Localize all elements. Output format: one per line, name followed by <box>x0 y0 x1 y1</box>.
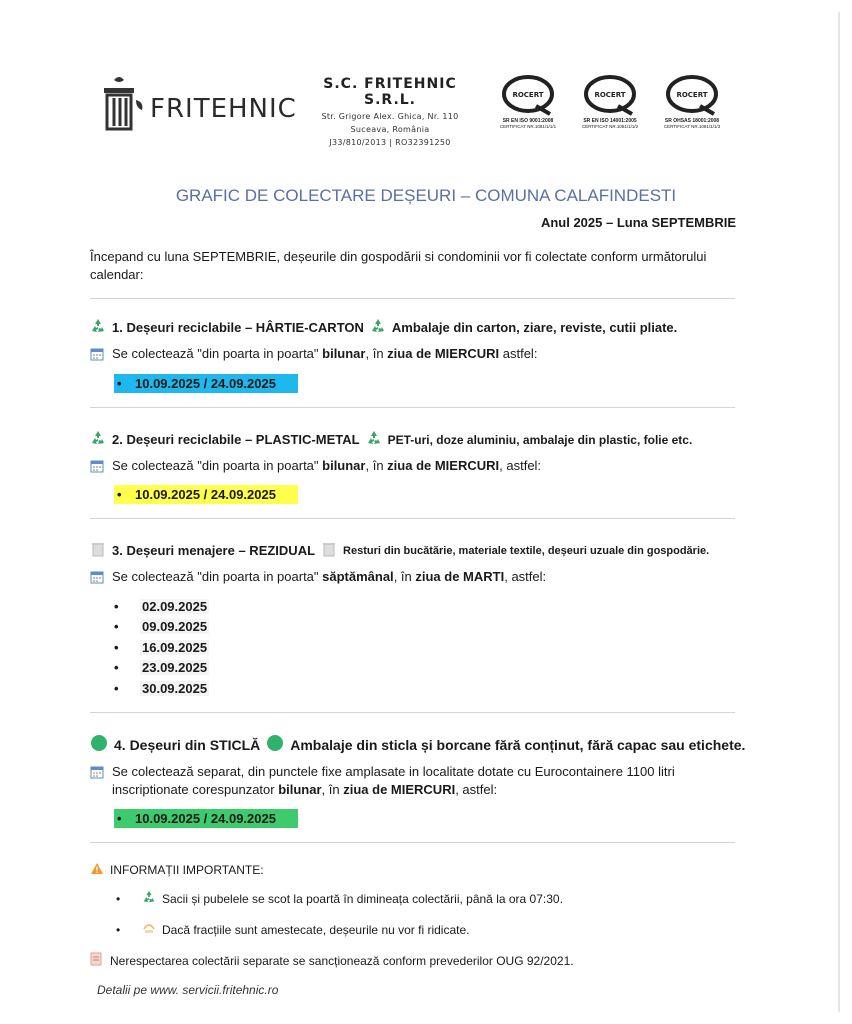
divider <box>90 842 735 843</box>
list-item <box>110 678 209 699</box>
date: 02.09.2025 <box>142 598 208 614</box>
day-prefix: , în <box>365 458 388 473</box>
cert-number: CERTIFICAT NR.1081/1/1/3 <box>663 124 721 129</box>
collection-day: ziua de MIERCURI <box>343 782 456 797</box>
recycle-icon <box>366 430 382 449</box>
suffix: , astfel: <box>455 782 498 797</box>
section-plastic <box>90 430 750 478</box>
trash-bin-icon <box>321 541 337 560</box>
info-text: Dacă fracțiile sunt amestecate, deșeurile nu vor fi ridicate. <box>162 922 470 937</box>
frequency: bilunar <box>322 458 366 473</box>
frequency: bilunar <box>278 782 322 797</box>
frequency: bilunar <box>322 346 366 361</box>
bullet: • <box>114 639 119 655</box>
recycle-icon <box>142 890 156 907</box>
section-glass <box>90 734 750 799</box>
bullet: • <box>116 891 121 906</box>
document-subtitle: Anul 2025 – Luna SEPTEMBRIE <box>540 215 736 230</box>
logo-text: FRITEHNIC <box>150 94 297 124</box>
cert-standard: SR EN ISO 14001:2005 <box>583 118 637 124</box>
collection-dates <box>114 809 298 828</box>
bullet: • <box>114 660 119 676</box>
residual-dates-list <box>110 596 209 699</box>
recycle-icon <box>90 318 106 337</box>
bullet: • <box>116 922 121 937</box>
company-street: Str. Grigore Alex. Ghica, Nr. 110 <box>321 112 459 121</box>
divider <box>90 298 735 299</box>
suffix: astfel: <box>499 346 538 361</box>
date: 09.09.2025 <box>142 619 208 635</box>
page-edge <box>838 12 840 1012</box>
cert-brand: ROCERT <box>676 91 708 99</box>
green-circle-icon <box>90 734 108 755</box>
warning-icon <box>90 862 104 878</box>
dates-text: 10.09.2025 / 24.09.2025 <box>135 376 276 391</box>
company-registration: J33/810/2013 | RO32391250 <box>329 138 451 147</box>
document-title: GRAFIC DE COLECTARE DEȘEURI – COMUNA CALAFINDESTI <box>175 186 677 205</box>
info-item <box>116 890 563 907</box>
recycle-icon <box>90 430 106 449</box>
rocert-seal-icon <box>498 74 558 116</box>
section-heading: 4. Deșeuri din STICLĂ <box>114 736 261 753</box>
certification-seal <box>570 74 650 129</box>
section-description: Ambalaje din sticla și borcane fără conținut, fără capac sau etichete. <box>290 736 746 753</box>
info-item <box>116 921 469 938</box>
document-icon <box>90 952 102 969</box>
calendar-icon <box>90 347 104 366</box>
calendar-icon <box>90 570 104 589</box>
company-info <box>300 76 480 147</box>
company-name: S.C. FRITEHNIC S.R.L. <box>323 76 457 108</box>
cert-standard: SR OHSAS 18001:2008 <box>664 118 720 124</box>
collection-dates <box>114 485 298 504</box>
section-paper <box>90 318 750 366</box>
certification-seal <box>652 74 732 129</box>
collect-text: Se colectează "din poarta in poarta" <box>112 569 323 584</box>
footer-link[interactable]: Detalii pe www. servicii.fritehnic.ro <box>97 983 279 997</box>
collect-text: Se colectează "din poarta in poarta" <box>112 458 323 473</box>
day-prefix: , în <box>365 346 388 361</box>
certifications <box>488 74 738 144</box>
rocert-seal-icon <box>580 74 640 116</box>
list-item <box>110 617 209 638</box>
list-item <box>110 596 209 617</box>
bullet: • <box>117 376 122 391</box>
frequency: săptămânal <box>322 569 394 584</box>
mixed-waste-icon <box>142 921 156 938</box>
section-description: PET-uri, doze aluminiu, ambalaje din plastic, folie etc. <box>387 432 693 447</box>
cert-number: CERTIFICAT NR.1081/1/1/2 <box>581 124 639 129</box>
bullet: • <box>117 487 122 502</box>
day-prefix: , în <box>393 569 416 584</box>
green-circle-icon <box>266 734 284 755</box>
section-description: Ambalaje din carton, ziare, reviste, cutii pliate. <box>391 320 678 335</box>
collection-day: ziua de MARTI <box>415 569 505 584</box>
cert-number: CERTIFICAT NR.1081/1/1/1 <box>499 124 557 129</box>
bullet: • <box>114 619 119 635</box>
bullet: • <box>114 598 119 614</box>
section-heading: 3. Deșeuri menajere – REZIDUAL <box>112 543 316 558</box>
recycle-bin-icon <box>100 74 148 132</box>
cert-standard: SR EN ISO 9001:2008 <box>502 118 554 124</box>
list-item <box>110 658 209 679</box>
company-city: Suceava, România <box>350 125 430 134</box>
info-title: INFORMAȚII IMPORTANTE: <box>110 863 264 877</box>
intro-text: Începand cu luna SEPTEMBRIE, deșeurile din gospodării si condominii vor fi colectate conform următorului calendar: <box>90 249 707 282</box>
cert-brand: ROCERT <box>512 91 544 99</box>
collection-day: ziua de MIERCURI <box>387 458 500 473</box>
calendar-icon <box>90 765 104 784</box>
date: 16.09.2025 <box>142 639 208 655</box>
recycle-icon <box>370 318 386 337</box>
trash-bin-icon <box>90 541 106 560</box>
collection-day: ziua de MIERCURI <box>387 346 500 361</box>
section-description: Resturi din bucătărie, materiale textile, deșeuri uzuale din gospodărie. <box>343 544 710 557</box>
certification-seal <box>488 74 568 129</box>
section-heading: 1. Deșeuri reciclabile – HÂRTIE-CARTON <box>112 320 364 335</box>
info-heading <box>90 862 264 878</box>
info-text: Sacii și pubelele se scot la poartă în dimineața colectării, până la ora 07:30. <box>162 891 563 906</box>
suffix: , astfel: <box>499 458 542 473</box>
divider <box>90 407 735 408</box>
list-item <box>110 637 209 658</box>
rocert-seal-icon <box>662 74 722 116</box>
collect-text: Se colectează "din poarta in poarta" <box>112 346 323 361</box>
company-logo <box>100 74 297 134</box>
dates-text: 10.09.2025 / 24.09.2025 <box>135 811 276 826</box>
calendar-icon <box>90 459 104 478</box>
section-heading: 2. Deșeuri reciclabile – PLASTIC-METAL <box>112 432 360 447</box>
collect-text: Se colectează separat, din punctele fixe amplasate in localitate dotate cu Eurocontainere 1100 litri inscriptionate corespunzator <box>112 764 675 797</box>
date: 30.09.2025 <box>142 680 208 696</box>
sanction-note <box>90 952 574 969</box>
cert-brand: ROCERT <box>594 91 626 99</box>
day-prefix: , în <box>321 782 344 797</box>
section-residual <box>90 541 750 589</box>
suffix: , astfel: <box>504 569 547 584</box>
bullet: • <box>114 680 119 696</box>
dates-text: 10.09.2025 / 24.09.2025 <box>135 487 276 502</box>
divider <box>90 712 735 713</box>
bullet: • <box>117 811 122 826</box>
date: 23.09.2025 <box>142 660 208 676</box>
collection-dates <box>114 374 298 393</box>
letterhead <box>100 74 740 147</box>
divider <box>90 518 735 519</box>
warning-text: Nerespectarea colectării separate se sancționează conform prevederilor OUG 92/2021. <box>110 953 574 968</box>
